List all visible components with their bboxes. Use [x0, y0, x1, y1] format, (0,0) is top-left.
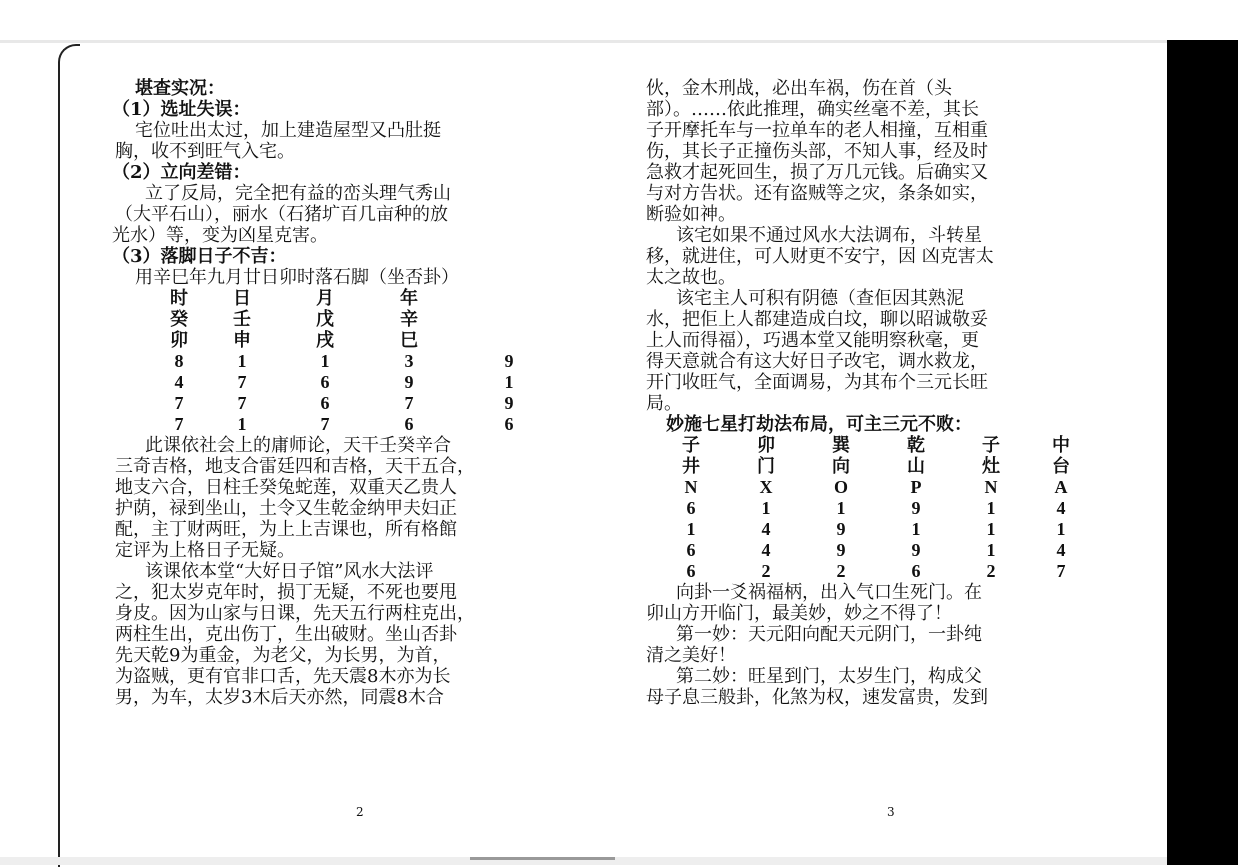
table-cell: 6 — [504, 414, 514, 434]
table-cell: 2 — [761, 561, 771, 581]
table-cell: O — [833, 477, 848, 497]
table-cell — [454, 330, 564, 351]
table-cell: 1 — [320, 351, 330, 371]
table-cell: 卯 — [170, 330, 188, 351]
text-line: 断验如神。 — [646, 204, 736, 225]
text-line: 立了反局，完全把有益的峦头理气秀山 — [145, 183, 451, 204]
table-cell — [454, 309, 564, 330]
text-line: 先天乾9为重金，为老父，为长男，为首， — [115, 645, 451, 666]
table-cell: 7 — [237, 393, 247, 413]
text-line: 用辛巳年九月廿日卯时落石脚（坐否卦） — [135, 267, 459, 288]
text-line: 配，主丁财两旺，为上上吉课也，所有格館 — [115, 519, 457, 540]
table-cell: 子 — [682, 435, 700, 456]
table-row — [160, 393, 564, 414]
text-line: 该宅如果不通过风水大法调布，斗转星 — [676, 225, 982, 246]
table-cell: 9 — [504, 393, 514, 413]
text-line: 清之美好！ — [646, 645, 736, 666]
table-cell: 9 — [504, 351, 514, 371]
table-cell: 戌 — [316, 330, 334, 351]
text-line: 移，就进住，可人财更不安宁，因 凶克害太 — [646, 246, 994, 267]
text-line: 第二妙：旺星到门，太岁生门，构成父 — [676, 666, 982, 687]
text-line: （1）选址失误： — [112, 99, 251, 120]
table-row — [651, 561, 1091, 582]
left-text-block-top — [112, 78, 595, 288]
table-row — [651, 435, 1091, 456]
text-line: 男，为车，太岁3木后天亦然，同震8木合 — [115, 687, 444, 708]
table-cell: 日 — [233, 288, 251, 309]
text-line: 地支六合，日柱壬癸兔蛇莲，双重天乙贵人 — [115, 477, 457, 498]
right-page — [646, 78, 1126, 708]
text-line: 开门收旺气，全面调易，为其布个三元长旺 — [646, 372, 988, 393]
table-row — [651, 519, 1091, 540]
text-line: 伙，金木刑战，必出车祸，伤在首（头 — [646, 78, 952, 99]
table-row — [160, 351, 564, 372]
table-cell: 向 — [832, 456, 850, 477]
table-cell: 4 — [174, 372, 184, 392]
table-cell: 1 — [504, 372, 514, 392]
left-page-number: 2 — [356, 805, 364, 819]
table-row — [160, 288, 564, 309]
table-cell: 卯 — [757, 435, 775, 456]
table-cell: 4 — [1056, 498, 1066, 518]
table-cell: 3 — [404, 351, 414, 371]
table-cell: 山 — [907, 456, 925, 477]
table-row — [651, 540, 1091, 561]
table-cell: A — [1054, 477, 1068, 497]
table-cell: 7 — [174, 414, 184, 434]
table-cell: 1 — [986, 540, 996, 560]
table-row — [160, 372, 564, 393]
table-cell: 申 — [233, 330, 251, 351]
text-line: 定评为上格日子无疑。 — [115, 540, 295, 561]
scanner-black-edge — [1167, 40, 1238, 865]
text-line: （2）立向差错： — [112, 162, 251, 183]
table-cell: 辛 — [400, 309, 418, 330]
table-cell: 9 — [911, 498, 921, 518]
text-line: 子开摩托车与一拉单车的老人相撞，互相重 — [646, 120, 988, 141]
text-line: 两柱生出，克出伤丁，生出破财。坐山否卦 — [115, 624, 457, 645]
text-line: 上人而得福），巧遇本堂又能明察秋毫，更 — [646, 330, 979, 351]
table-cell: 7 — [404, 393, 414, 413]
table-cell: 门 — [757, 456, 775, 477]
table-cell: 1 — [761, 498, 771, 518]
table-row — [160, 309, 564, 330]
table-cell: 7 — [320, 414, 330, 434]
table-cell: 9 — [836, 540, 846, 560]
table-cell: P — [910, 477, 922, 497]
text-line: 身皮。因为山家与日课，先天五行两柱克出， — [115, 603, 475, 624]
table-cell: 6 — [686, 498, 696, 518]
table-cell: 6 — [686, 561, 696, 581]
table-row — [651, 498, 1091, 519]
table-cell: 台 — [1052, 456, 1070, 477]
table-cell: 1 — [686, 519, 696, 539]
text-line: 护荫，禄到坐山，土令又生乾金纳甲夫妇正 — [115, 498, 457, 519]
table-cell: 4 — [761, 519, 771, 539]
table-row — [160, 414, 564, 435]
table-cell: 巽 — [832, 435, 850, 456]
text-line: 急救才起死回生，损了万几元钱。后确实又 — [646, 162, 988, 183]
left-text-block-bottom — [115, 435, 595, 708]
table-cell: 乾 — [907, 435, 925, 456]
text-line: 为盗贼，更有官非口舌，先天震8木亦为长 — [115, 666, 451, 687]
table-cell — [454, 288, 564, 309]
table-row — [160, 330, 564, 351]
table-cell: 2 — [836, 561, 846, 581]
table-cell: 月 — [316, 288, 334, 309]
table-cell: 6 — [686, 540, 696, 560]
text-line: （大平石山），丽水（石猪圹百几亩种的放 — [115, 204, 448, 225]
text-line: 宅位吐出太过，加上建造屋型又凸肚挺 — [135, 120, 441, 141]
text-line: 水，把佢上人都建造成白坟，聊以昭诚敬妥 — [646, 309, 988, 330]
table-cell: 4 — [1056, 540, 1066, 560]
table-cell: X — [759, 477, 773, 497]
table-cell: 1 — [1056, 519, 1066, 539]
table-cell: 中 — [1052, 435, 1070, 456]
table-cell: 7 — [174, 393, 184, 413]
table-cell: 巳 — [400, 330, 418, 351]
text-line: 胸，收不到旺气入宅。 — [115, 141, 295, 162]
table-cell: 癸 — [170, 309, 188, 330]
left-page — [112, 78, 595, 708]
table-cell: 6 — [404, 414, 414, 434]
table-cell: 6 — [320, 393, 330, 413]
text-line: 母子息三般卦，化煞为权，速发富贵，发到 — [646, 687, 988, 708]
table-cell: 灶 — [982, 456, 1000, 477]
table-cell: 9 — [911, 540, 921, 560]
table-cell: N — [684, 477, 698, 497]
table-cell: 子 — [982, 435, 1000, 456]
left-pillar-table — [115, 288, 595, 435]
right-star-table — [646, 435, 1126, 582]
text-line: 得天意就合有这大好日子改宅，调水救龙， — [646, 351, 988, 372]
text-line: 光水）等，变为凶星克害。 — [112, 225, 328, 246]
text-line: 局。 — [646, 393, 682, 414]
table-cell: 壬 — [233, 309, 251, 330]
text-line: 堪查实况： — [135, 78, 225, 99]
text-line: （3）落脚日子不吉： — [112, 246, 287, 267]
text-line: 卯山方开临门，最美妙，妙之不得了！ — [646, 603, 952, 624]
table-cell: 时 — [170, 288, 188, 309]
table-cell: 7 — [1056, 561, 1066, 581]
text-line: 太之故也。 — [646, 267, 736, 288]
bottom-margin-strip — [0, 857, 1167, 865]
table-cell: 8 — [174, 351, 184, 371]
table-cell: 9 — [836, 519, 846, 539]
text-line: 妙施七星打劫法布局，可主三元不败： — [666, 414, 972, 435]
table-cell: 1 — [237, 414, 247, 434]
table-cell: 1 — [836, 498, 846, 518]
right-text-block-top — [646, 78, 1126, 435]
table-cell: 1 — [911, 519, 921, 539]
book-spine-curve — [58, 44, 80, 867]
table-cell: N — [984, 477, 998, 497]
bottom-scan-mark — [470, 857, 615, 860]
text-line: 该课依本堂“大好日子馆”风水大法评 — [145, 561, 434, 582]
text-line: 之，犯太岁克年时，损丁无疑，不死也要甩 — [115, 582, 457, 603]
right-page-number: 3 — [887, 805, 895, 819]
right-text-block-bottom — [646, 582, 1126, 708]
table-row — [651, 456, 1091, 477]
text-line: 向卦一爻祸福柄，出入气口生死门。在 — [676, 582, 982, 603]
text-line: 该宅主人可积有阴德（查佢因其熟泥 — [676, 288, 964, 309]
table-cell: 1 — [986, 519, 996, 539]
text-line: 伤，其长子正撞伤头部，不知人事，经及时 — [646, 141, 988, 162]
table-cell: 1 — [986, 498, 996, 518]
text-line: 部）。……依此推理，确实丝毫不差，其长 — [646, 99, 979, 120]
text-line: 与对方告状。还有盗贼等之灾，条条如实， — [646, 183, 988, 204]
text-line: 此课依社会上的庸师论，天干壬癸辛合 — [145, 435, 451, 456]
top-margin-strip — [0, 40, 1167, 43]
table-cell: 6 — [911, 561, 921, 581]
table-row — [651, 477, 1091, 498]
text-line: 第一妙：天元阳向配天元阴门，一卦纯 — [676, 624, 982, 645]
table-cell: 2 — [986, 561, 996, 581]
table-cell: 7 — [237, 372, 247, 392]
table-cell: 戊 — [316, 309, 334, 330]
text-line: 三奇吉格，地支合雷廷四和吉格，天干五合， — [115, 456, 475, 477]
table-cell: 1 — [237, 351, 247, 371]
table-cell: 井 — [682, 456, 700, 477]
table-cell: 年 — [400, 288, 418, 309]
table-cell: 6 — [320, 372, 330, 392]
table-cell: 9 — [404, 372, 414, 392]
table-cell: 4 — [761, 540, 771, 560]
